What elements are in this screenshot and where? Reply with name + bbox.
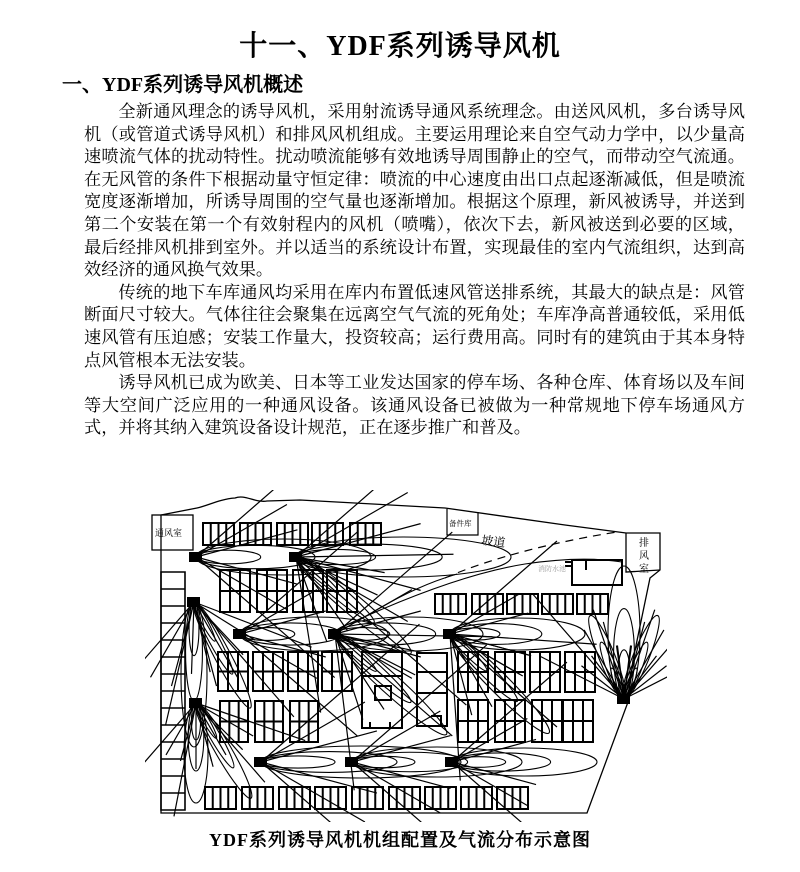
figure-caption: YDF系列诱导风机机组配置及气流分布示意图: [209, 830, 591, 850]
left-stall-ladder: [161, 572, 185, 810]
paragraph-1: 全新通风理念的诱导风机，采用射流诱导通风系统理念。由送风风机，多台诱导风机（或管道式诱导风机）和排风风机组成。主要运用理论来自空气动力学中，以少量高速喷流气体的扰动特性。扰动喷流能够有效地诱导周围静止的空气，而带动空气流通。在无风管的条件下根据动量守恒定律：喷流的中心速度由出口点起逐渐减低，但是喷流宽度逐渐增加，所诱导周围的空气量也逐渐增加。根据这个原理，新风被诱导，并送到第二个安装在第一个有效射程内的风机（喷嘴），依次下去，新风被送到必要的区域，最后经排风机排到室外。并以适当的系统设计布置，实现最佳的室内气流组织，达到高效经济的通风换气效果。: [84, 102, 745, 280]
paragraph-3: 诱导风机已成为欧美、日本等工业发达国家的停车场、各种仓库、体育场以及车间等大空间广泛应用的一种通风设备。该通风设备已被做为一种常规地下停车场通风方式，并将其纳入建筑设备设计规范，正在逐步推广和普及。: [84, 373, 745, 438]
fire-pool-label: 消防水池: [538, 565, 566, 573]
spare-parts-label: 备件库: [449, 519, 472, 528]
ramp-centerline: [445, 532, 617, 578]
vent-room-label: 通风室: [155, 528, 183, 538]
exhaust-machine-door: [565, 560, 586, 570]
ramp-label: 坡道: [480, 533, 507, 550]
exhaust-room-label: 排风室: [639, 538, 649, 575]
garage-plan-figure: [145, 490, 667, 822]
section-heading: 一、YDF系列诱导风机概述: [62, 74, 304, 96]
garage-plan-diagram: [145, 490, 667, 822]
exhaust-machine-room: [572, 560, 622, 585]
page-title: 十一、YDF系列诱导风机: [239, 31, 561, 62]
paragraph-2: 传统的地下车库通风均采用在库内布置低速风管送排系统，其最大的缺点是：风管断面尺寸较大。气体往往会聚集在远离空气气流的死角处；车库净高普通较低，采用低速风管有压迫感；安装工作量大，投资较高；运行费用高。同时有的建筑由于其本身特点风管根本无法安装。: [84, 282, 745, 370]
body-text: [84, 101, 745, 440]
airflow-jets: [145, 490, 667, 822]
